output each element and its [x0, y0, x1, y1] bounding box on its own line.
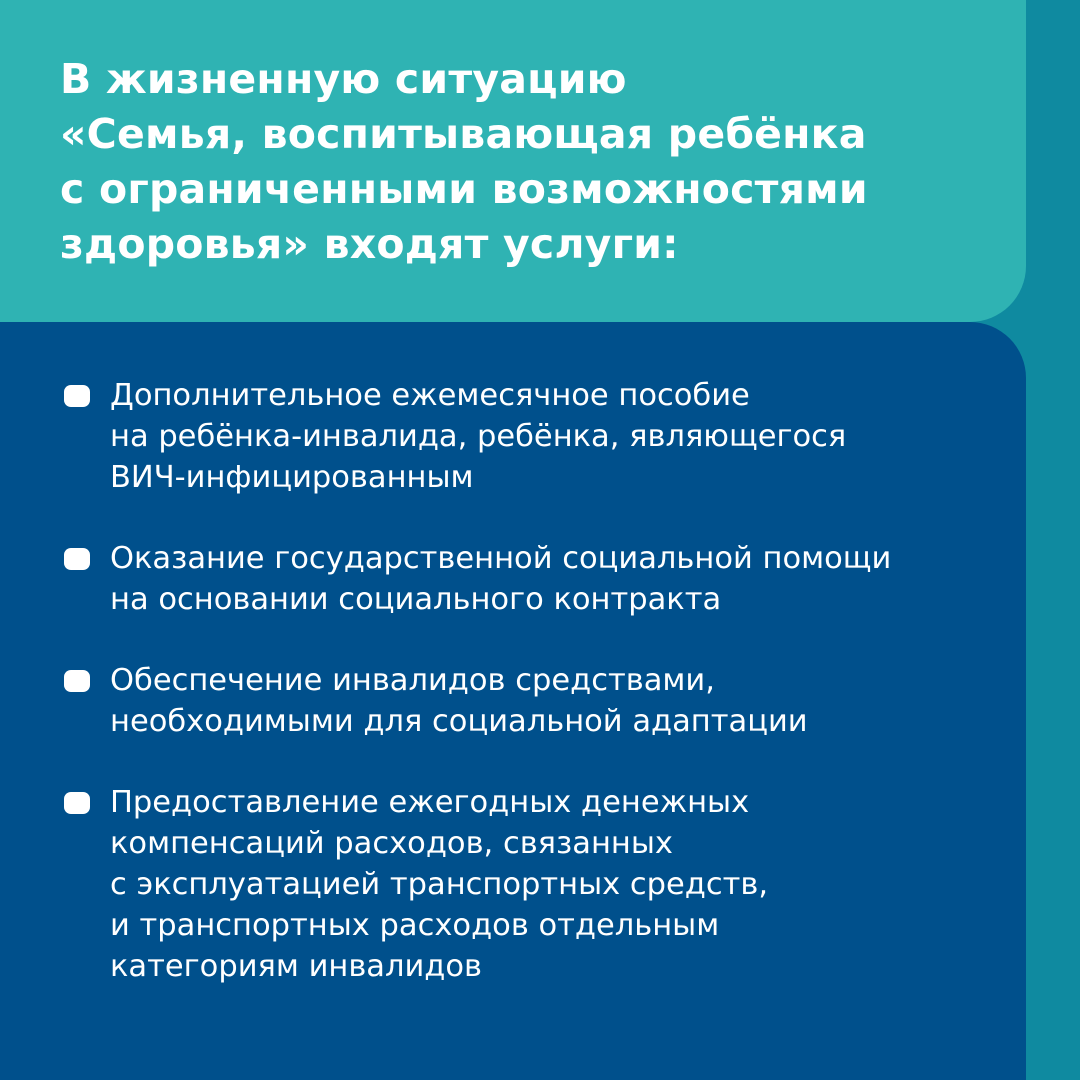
- service-text-line: Дополнительное ежемесячное пособие: [110, 378, 750, 413]
- page-title-line: «Семья, воспитывающая ребёнка: [60, 110, 867, 158]
- services-panel: [0, 322, 1026, 1080]
- service-text-line: на ребёнка-инвалида, ребёнка, являющегося: [110, 419, 847, 454]
- service-item: [0, 660, 1026, 742]
- page-title-line: здоровья» входят услуги:: [60, 220, 679, 268]
- service-text-line: категориям инвалидов: [110, 949, 483, 984]
- service-text-line: компенсаций расходов, связанных: [110, 826, 673, 861]
- service-text-line: с эксплуатацией транспортных средств,: [110, 867, 769, 902]
- service-item: [0, 782, 1026, 987]
- service-item: [0, 538, 1026, 620]
- right-accent-strip: [1020, 0, 1080, 1080]
- service-text-line: на основании социального контракта: [110, 582, 722, 617]
- page-title: [60, 52, 1000, 272]
- bullet-icon: [64, 385, 90, 407]
- service-text-line: Предоставление ежегодных денежных: [110, 785, 750, 820]
- service-item: [0, 375, 1026, 498]
- bullet-icon: [64, 792, 90, 814]
- service-text-line: Обеспечение инвалидов средствами,: [110, 663, 715, 698]
- services-list: [0, 375, 1026, 1027]
- page-title-line: В жизненную ситуацию: [60, 55, 627, 103]
- bullet-icon: [64, 670, 90, 692]
- service-text-line: и транспортных расходов отдельным: [110, 908, 720, 943]
- header-panel: [0, 0, 1026, 322]
- service-text-line: ВИЧ-инфицированным: [110, 460, 474, 495]
- page-title-line: с ограниченными возможностями: [60, 165, 868, 213]
- service-text-line: необходимыми для социальной адаптации: [110, 704, 808, 739]
- bullet-icon: [64, 548, 90, 570]
- service-text-line: Оказание государственной социальной помощи: [110, 541, 892, 576]
